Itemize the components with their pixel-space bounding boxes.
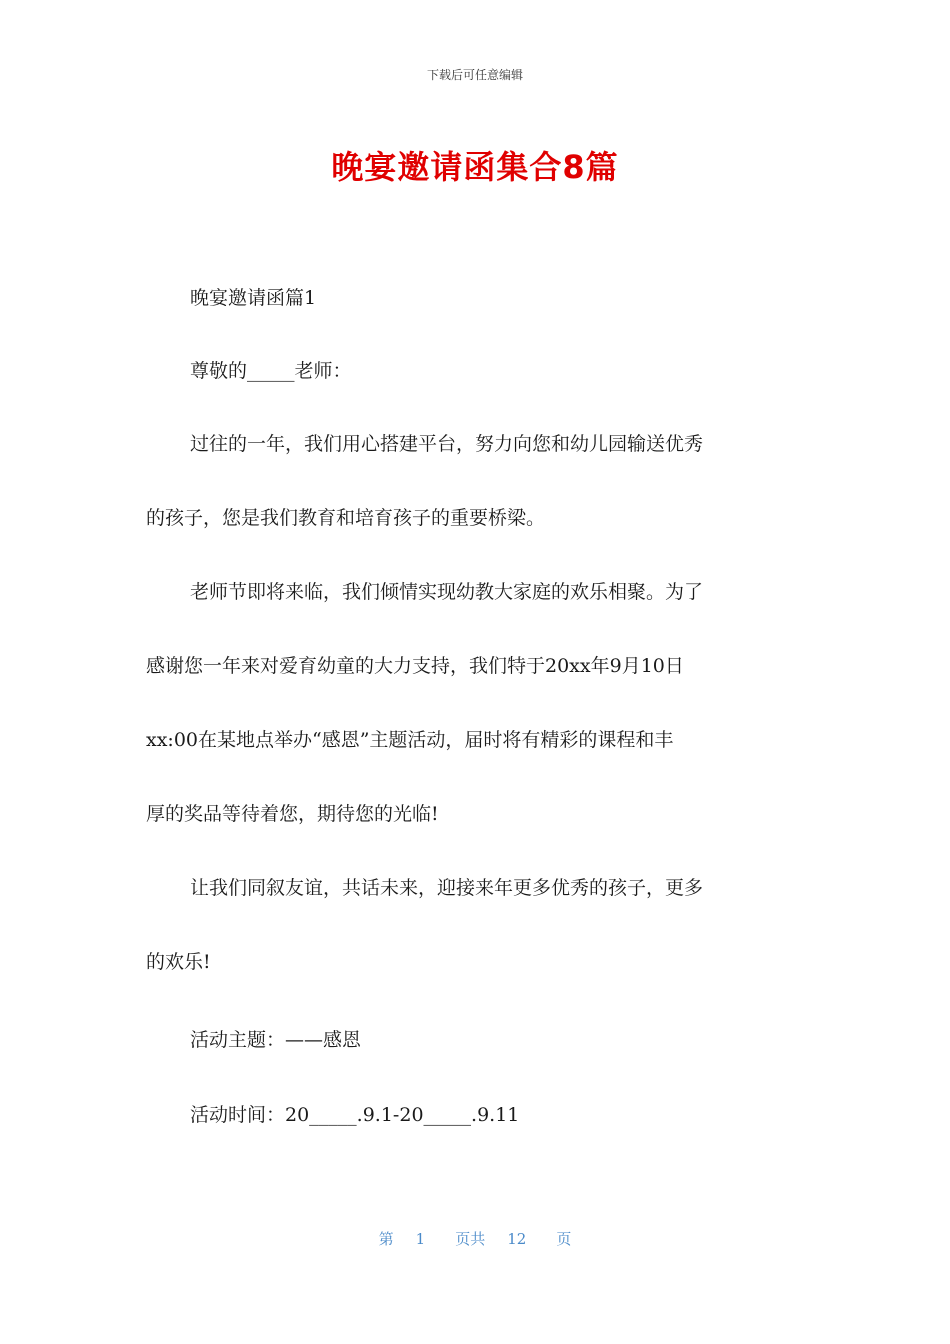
paragraph-line: 的欢乐!: [146, 951, 211, 973]
section-heading: 晚宴邀请函篇1: [190, 287, 317, 309]
footer-middle: 页共: [455, 1230, 486, 1248]
footer-suffix: 页: [556, 1230, 572, 1248]
activity-time: 活动时间：20_____.9.1-20_____.9.11: [190, 1104, 520, 1126]
document-title: 晚宴邀请函集合8篇: [331, 148, 619, 186]
activity-theme: 活动主题：——感恩: [190, 1029, 362, 1051]
footer-page-number: 1: [415, 1230, 426, 1248]
paragraph-line: 过往的一年，我们用心搭建平台，努力向您和幼儿园输送优秀: [190, 433, 704, 455]
paragraph-line: 让我们同叙友谊，共话未来，迎接来年更多优秀的孩子，更多: [190, 877, 704, 899]
footer-prefix: 第: [378, 1230, 394, 1248]
paragraph-line: xx:00在某地点举办“感恩”主题活动，届时将有精彩的课程和丰: [146, 729, 674, 751]
salutation: 尊敬的_____老师：: [190, 360, 352, 382]
paragraph-line: 的孩子，您是我们教育和培育孩子的重要桥梁。: [146, 507, 546, 529]
paragraph-line: 感谢您一年来对爱育幼童的大力支持，我们特于20xx年9月10日: [146, 655, 684, 677]
footer-total-pages: 12: [507, 1230, 527, 1248]
paragraph-line: 老师节即将来临，我们倾情实现幼教大家庭的欢乐相聚。为了: [190, 581, 704, 603]
header-note: 下载后可任意编辑: [426, 68, 523, 82]
page-footer: [0, 1228, 950, 1249]
paragraph-line: 厚的奖品等待着您，期待您的光临!: [146, 803, 439, 825]
